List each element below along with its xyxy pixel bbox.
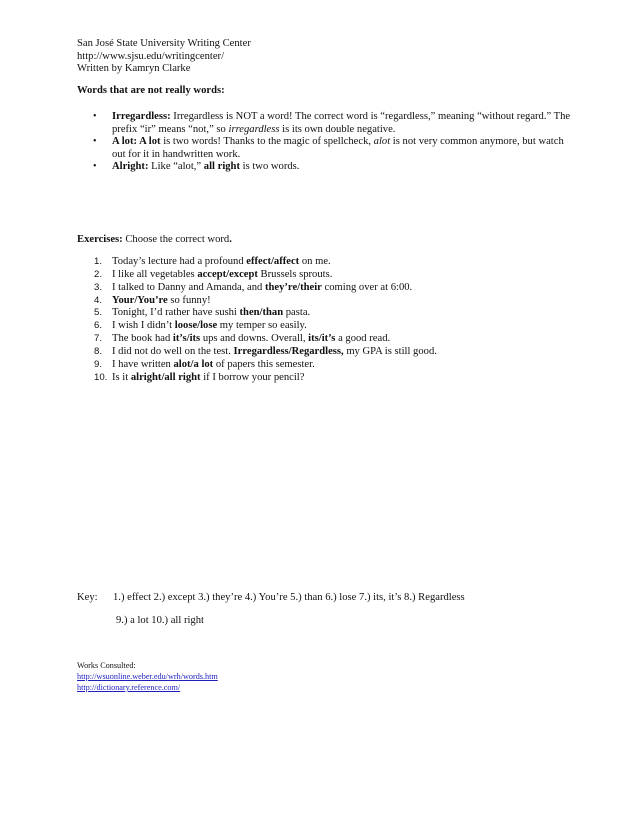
text-segment: alot bbox=[373, 136, 391, 147]
text-segment: loose/lose bbox=[174, 320, 218, 332]
key-line-2: 9.) a lot 10.) all right bbox=[116, 615, 204, 626]
text-segment: Tonight, I’d rather have sushi bbox=[112, 307, 240, 319]
exercise-item bbox=[112, 346, 437, 357]
text-segment: Alright: bbox=[112, 161, 149, 172]
works-link-1[interactable]: http://wsuonline.weber.edu/wrh/words.htm bbox=[77, 672, 218, 681]
list-number: 10. bbox=[94, 371, 108, 383]
text-segment: Brussels sprouts. bbox=[257, 268, 333, 280]
text-segment: The book had bbox=[112, 333, 173, 345]
exercise-item bbox=[112, 256, 331, 267]
text-segment: alright/all right bbox=[130, 371, 201, 383]
list-number: 7. bbox=[94, 333, 103, 345]
text-segment: my temper so easily. bbox=[217, 320, 307, 332]
text-segment: so funny! bbox=[167, 294, 211, 306]
bullet-icon: • bbox=[93, 161, 97, 172]
list-number: 9. bbox=[94, 358, 103, 370]
text-segment: Irregardless/Regardless, bbox=[233, 345, 344, 357]
text-segment: A lot: A lot bbox=[112, 136, 161, 147]
text-segment: Irregardless is NOT a word! The correct word is “regardless,” meaning “without regard.” The prefix “ir” means “not,” so bbox=[112, 111, 571, 135]
bullet-icon: • bbox=[93, 136, 97, 147]
bullet-icon: • bbox=[93, 111, 97, 122]
list-number: 3. bbox=[94, 281, 103, 293]
text-segment: ups and downs. Overall, bbox=[200, 333, 309, 345]
exercise-item bbox=[112, 307, 310, 318]
text-segment: its/it’s bbox=[308, 333, 336, 345]
text-segment: is not very common anymore, but watch out for it in handwritten work. bbox=[112, 136, 564, 160]
exercise-item bbox=[112, 269, 332, 280]
text-segment: I wish I didn’t bbox=[112, 320, 175, 332]
text-segment: coming over at 6:00. bbox=[321, 281, 413, 293]
text-segment: Is it bbox=[112, 371, 131, 383]
list-number: 1. bbox=[94, 256, 103, 267]
exercises-label: Exercises: bbox=[77, 234, 123, 245]
exercise-item bbox=[112, 333, 390, 344]
bullet-item bbox=[112, 161, 572, 174]
section-heading: Words that are not really words: bbox=[77, 85, 225, 96]
text-segment: I like all vegetables bbox=[112, 268, 198, 280]
header-author: Written by Kamryn Clarke bbox=[77, 63, 191, 74]
text-segment: is its own double negative. bbox=[279, 123, 396, 135]
text-segment: they’re/their bbox=[264, 281, 322, 293]
text-segment: on me. bbox=[299, 256, 331, 267]
text-segment: all right bbox=[203, 161, 240, 172]
text-segment: effect/affect bbox=[246, 256, 300, 267]
list-number: 5. bbox=[94, 307, 103, 319]
key-label: Key: bbox=[77, 592, 98, 603]
text-segment: I did not do well on the test. bbox=[112, 345, 234, 357]
text-segment: my GPA is still good. bbox=[343, 345, 437, 357]
exercises-instruction: Choose the correct word bbox=[122, 234, 230, 245]
text-segment: then/than bbox=[239, 307, 284, 319]
text-segment: if I borrow your pencil? bbox=[200, 371, 305, 383]
list-number: 8. bbox=[94, 345, 103, 357]
key-line-1: 1.) effect 2.) except 3.) they’re 4.) You’re 5.) than 6.) lose 7.) its, it’s 8.) Regardless bbox=[113, 592, 465, 603]
exercise-item bbox=[112, 282, 412, 293]
text-segment: irregardless bbox=[228, 123, 280, 135]
header-url: http://www.sjsu.edu/writingcenter/ bbox=[77, 51, 225, 62]
exercises-period: . bbox=[229, 234, 232, 245]
header-org: San José State University Writing Center bbox=[77, 38, 251, 49]
exercise-item bbox=[112, 359, 315, 370]
text-segment: pasta. bbox=[283, 307, 311, 319]
text-segment: I have written bbox=[112, 358, 174, 370]
list-number: 4. bbox=[94, 294, 103, 306]
exercises-heading bbox=[77, 234, 232, 247]
works-heading: Works Consulted: bbox=[77, 661, 136, 670]
text-segment: alot/a lot bbox=[173, 358, 214, 370]
bullet-item bbox=[112, 111, 572, 136]
text-segment: a good read. bbox=[335, 333, 391, 345]
exercise-item bbox=[112, 320, 307, 331]
text-segment: of papers this semester. bbox=[213, 358, 315, 370]
text-segment: it’s/its bbox=[172, 333, 201, 345]
bullet-item bbox=[112, 136, 572, 161]
text-segment: Today’s lecture had a profound bbox=[112, 256, 247, 267]
exercise-item bbox=[112, 295, 211, 306]
text-segment: Your/You’re bbox=[112, 294, 168, 306]
list-number: 6. bbox=[94, 320, 103, 332]
text-segment: accept/except bbox=[197, 268, 258, 280]
works-link-2[interactable]: http://dictionary.reference.com/ bbox=[77, 683, 181, 692]
text-segment: is two words! Thanks to the magic of spellcheck, bbox=[160, 136, 374, 147]
exercise-item bbox=[112, 372, 304, 383]
text-segment: I talked to Danny and Amanda, and bbox=[112, 281, 265, 293]
text-segment: Like “alot,” bbox=[148, 161, 204, 172]
list-number: 2. bbox=[94, 268, 103, 280]
text-segment: Irregardless: bbox=[112, 111, 171, 122]
text-segment: is two words. bbox=[239, 161, 300, 172]
